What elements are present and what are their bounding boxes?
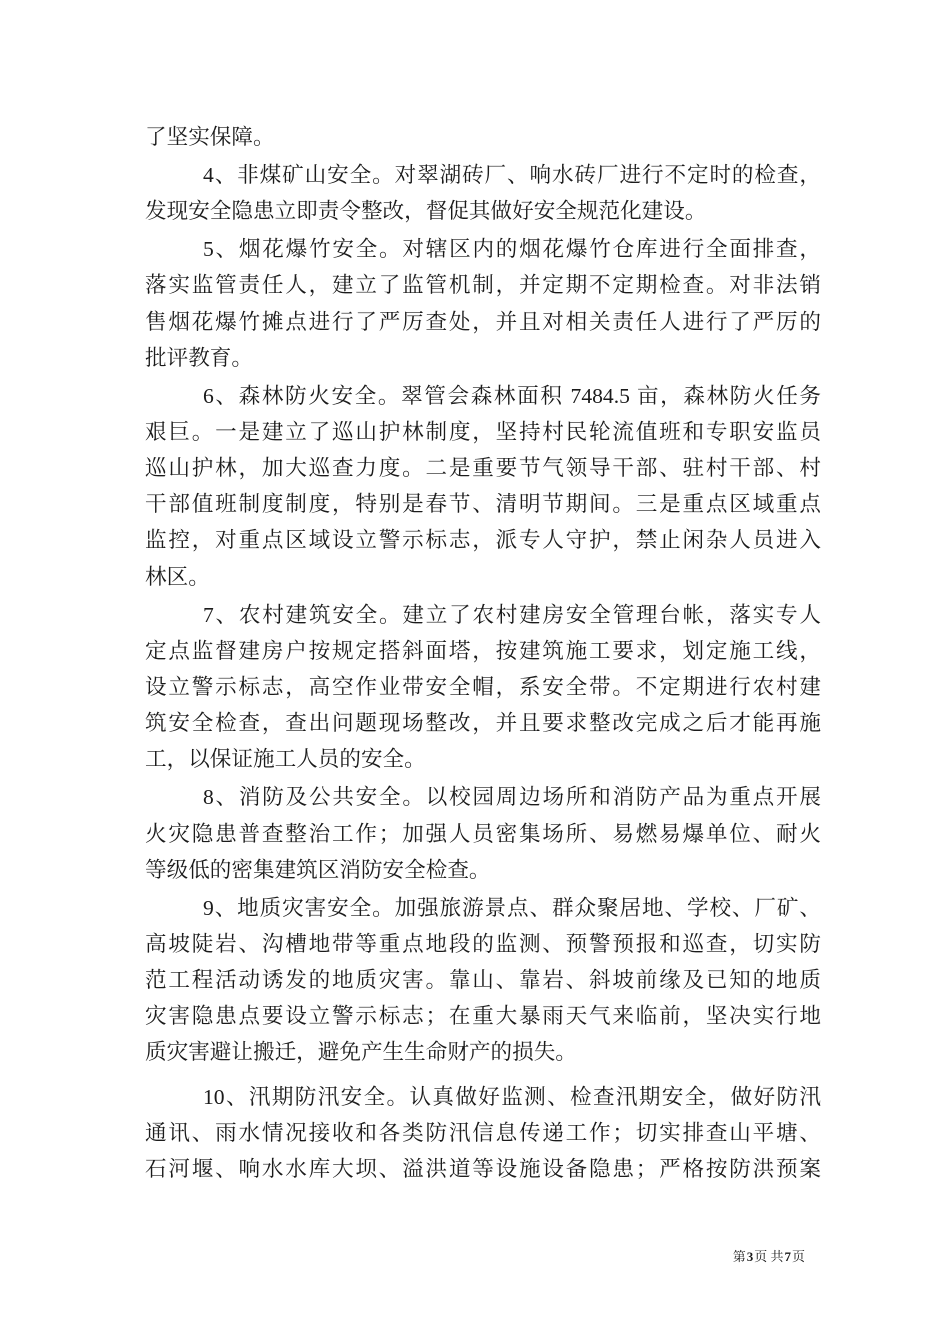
total-pages-number: 7 (784, 1249, 791, 1264)
paragraph-line: 监控，对重点区域设立警示标志，派专人守护，禁止闲杂人员进入 (145, 528, 821, 553)
paragraph-line: 了坚实保障。 (145, 125, 275, 149)
paragraph-geological-hazard-safety (145, 890, 821, 1071)
paragraph-line: 火灾隐患普查整治工作；加强人员密集场所、易燃易爆单位、耐火 (145, 821, 821, 846)
paragraph-rural-building-safety (145, 597, 821, 778)
paragraph-line: 等级低的密集建筑区消防安全检查。 (145, 857, 491, 882)
footer-prefix: 第 (732, 1249, 746, 1264)
paragraph-line: 发现安全隐患立即责令整改，督促其做好安全规范化建设。 (145, 199, 707, 224)
paragraph-line: 批评教育。 (145, 345, 253, 370)
paragraph-line: 筑安全检查，查出问题现场整改，并且要求整改完成之后才能再施 (145, 711, 821, 736)
paragraph-line: 高坡陡岩、沟槽地带等重点地段的监测、预警预报和巡查，切实防 (145, 931, 821, 956)
paragraph-line: 巡山护林，加大巡查力度。二是重要节气领导干部、驻村干部、村 (145, 456, 821, 481)
paragraph-line: 7、农村建筑安全。建立了农村建房安全管理台帐，落实专人 (203, 602, 821, 627)
footer-middle: 页 共 (754, 1249, 784, 1264)
paragraph-line: 设立警示标志，高空作业带安全帽，系安全带。不定期进行农村建 (145, 675, 821, 699)
paragraph-line: 5、烟花爆竹安全。对辖区内的烟花爆竹仓库进行全面排查， (203, 237, 821, 262)
paragraph-line: 9、地质灾害安全。加强旅游景点、群众聚居地、学校、厂矿、 (203, 895, 821, 920)
paragraph-non-coal-mine-safety (145, 157, 821, 229)
footer-suffix: 页 (791, 1249, 805, 1264)
current-page-number: 3 (746, 1249, 754, 1264)
paragraph-line: 6、森林防火安全。翠管会森林面积 7484.5 亩，森林防火任务 (203, 383, 821, 408)
paragraph-line: 售烟花爆竹摊点进行了严厉查处，并且对相关责任人进行了严厉的 (145, 309, 821, 334)
paragraph-line: 落实监管责任人，建立了监管机制，并定期不定期检查。对非法销 (145, 273, 821, 298)
paragraph-fire-public-safety (145, 779, 821, 888)
paragraph-line: 林区。 (145, 564, 210, 589)
paragraph-forest-fire-safety (145, 378, 821, 595)
paragraph-continuation (145, 119, 821, 155)
paragraph-line: 定点监督建房户按规定搭斜面塔，按建筑施工要求，划定施工线， (145, 638, 821, 663)
paragraph-line: 石河堰、响水水库大坝、溢洪道等设施设备隐患；严格按防洪预案 (145, 1157, 821, 1182)
paragraph-line: 质灾害避让搬迁，避免产生生命财产的损失。 (145, 1040, 577, 1065)
paragraph-line: 艰巨。一是建立了巡山护林制度，坚持村民轮流值班和专职安监员 (145, 419, 821, 444)
page-number-footer (733, 1248, 805, 1266)
paragraph-flood-season-safety (145, 1079, 821, 1188)
paragraph-line: 范工程活动诱发的地质灾害。靠山、靠岩、斜坡前缘及已知的地质 (145, 968, 821, 993)
paragraph-line: 4、非煤矿山安全。对翠湖砖厂、响水砖厂进行不定时的检查， (203, 162, 821, 187)
paragraph-line: 灾害隐患点要设立警示标志；在重大暴雨天气来临前，坚决实行地 (145, 1004, 821, 1029)
paragraph-line: 通讯、雨水情况接收和各类防汛信息传递工作；切实排查山平塘、 (145, 1120, 821, 1145)
document-body (145, 119, 821, 1187)
paragraph-fireworks-safety (145, 231, 821, 376)
paragraph-line: 10、汛期防汛安全。认真做好监测、检查汛期安全，做好防汛 (203, 1084, 821, 1109)
paragraph-line: 工，以保证施工人员的安全。 (145, 747, 426, 772)
paragraph-line: 干部值班制度制度，特别是春节、清明节期间。三是重点区域重点 (145, 492, 821, 517)
paragraph-line: 8、消防及公共安全。以校园周边场所和消防产品为重点开展 (203, 785, 821, 810)
